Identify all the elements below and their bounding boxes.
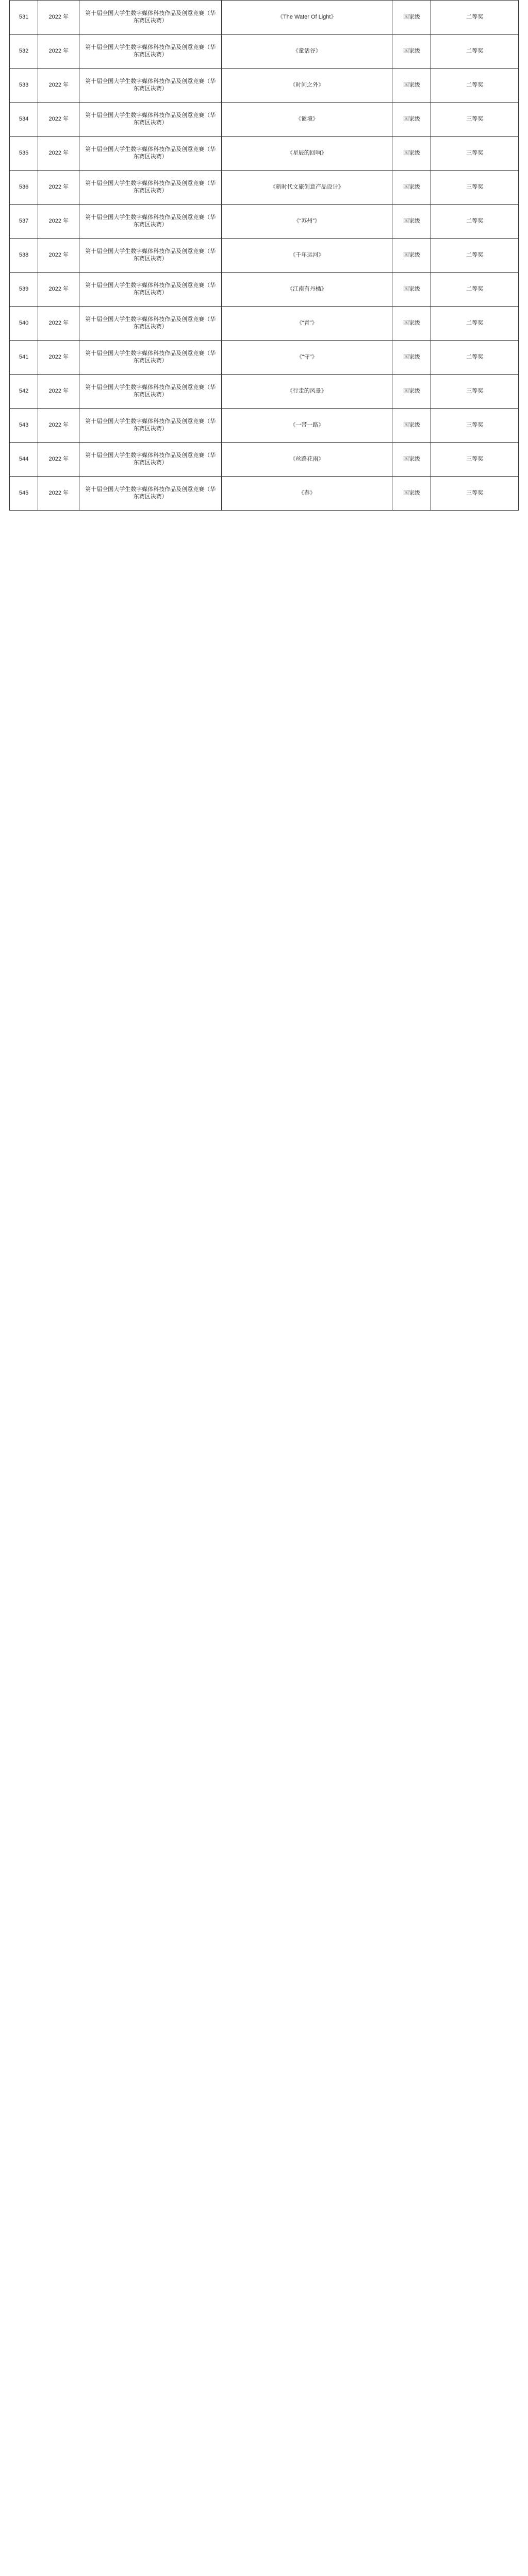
cell-level: 国家级 — [392, 239, 431, 273]
cell-level: 国家级 — [392, 375, 431, 409]
table-row — [10, 341, 519, 375]
cell-work: 《行走的风景》 — [222, 375, 392, 409]
cell-index: 535 — [10, 137, 38, 171]
cell-competition: 第十届全国大学生数字媒体科技作品及创意竞赛（华东赛区决赛） — [79, 1, 222, 35]
table-row — [10, 35, 519, 69]
cell-level: 国家级 — [392, 273, 431, 307]
cell-year: 2022 年 — [38, 103, 79, 137]
cell-award: 二等奖 — [431, 35, 519, 69]
cell-award: 三等奖 — [431, 171, 519, 205]
cell-work: 《时间之外》 — [222, 69, 392, 103]
table-row — [10, 171, 519, 205]
cell-competition: 第十届全国大学生数字媒体科技作品及创意竞赛（华东赛区决赛） — [79, 35, 222, 69]
cell-work: 《“青”》 — [222, 307, 392, 341]
cell-competition: 第十届全国大学生数字媒体科技作品及创意竞赛（华东赛区决赛） — [79, 307, 222, 341]
cell-award: 三等奖 — [431, 443, 519, 477]
cell-level: 国家级 — [392, 171, 431, 205]
cell-year: 2022 年 — [38, 137, 79, 171]
cell-index: 542 — [10, 375, 38, 409]
cell-index: 539 — [10, 273, 38, 307]
cell-level: 国家级 — [392, 205, 431, 239]
cell-competition: 第十届全国大学生数字媒体科技作品及创意竞赛（华东赛区决赛） — [79, 205, 222, 239]
cell-level: 国家级 — [392, 409, 431, 443]
cell-year: 2022 年 — [38, 341, 79, 375]
awards-table — [9, 0, 519, 511]
cell-work: 《春》 — [222, 477, 392, 511]
cell-competition: 第十届全国大学生数字媒体科技作品及创意竞赛（华东赛区决赛） — [79, 69, 222, 103]
cell-index: 537 — [10, 205, 38, 239]
cell-year: 2022 年 — [38, 239, 79, 273]
cell-work: 《千年运河》 — [222, 239, 392, 273]
cell-award: 二等奖 — [431, 341, 519, 375]
cell-index: 540 — [10, 307, 38, 341]
cell-award: 三等奖 — [431, 103, 519, 137]
cell-year: 2022 年 — [38, 35, 79, 69]
cell-year: 2022 年 — [38, 69, 79, 103]
cell-level: 国家级 — [392, 137, 431, 171]
cell-competition: 第十届全国大学生数字媒体科技作品及创意竞赛（华东赛区决赛） — [79, 477, 222, 511]
cell-award: 三等奖 — [431, 477, 519, 511]
cell-work: 《新时代文旅创意产品设计》 — [222, 171, 392, 205]
awards-table-body — [10, 1, 519, 511]
cell-work: 《江南有丹橘》 — [222, 273, 392, 307]
cell-award: 二等奖 — [431, 205, 519, 239]
cell-competition: 第十届全国大学生数字媒体科技作品及创意竞赛（华东赛区决赛） — [79, 375, 222, 409]
cell-work: 《童话谷》 — [222, 35, 392, 69]
cell-level: 国家级 — [392, 477, 431, 511]
cell-competition: 第十届全国大学生数字媒体科技作品及创意竞赛（华东赛区决赛） — [79, 171, 222, 205]
cell-year: 2022 年 — [38, 409, 79, 443]
cell-index: 531 — [10, 1, 38, 35]
cell-year: 2022 年 — [38, 375, 79, 409]
table-row — [10, 375, 519, 409]
table-row — [10, 103, 519, 137]
cell-work: 《丝路花雨》 — [222, 443, 392, 477]
cell-award: 二等奖 — [431, 239, 519, 273]
table-row — [10, 477, 519, 511]
table-row — [10, 69, 519, 103]
cell-work: 《“苏州”》 — [222, 205, 392, 239]
cell-year: 2022 年 — [38, 1, 79, 35]
cell-index: 533 — [10, 69, 38, 103]
cell-award: 三等奖 — [431, 409, 519, 443]
cell-index: 536 — [10, 171, 38, 205]
cell-level: 国家级 — [392, 103, 431, 137]
cell-year: 2022 年 — [38, 443, 79, 477]
cell-work: 《The Water Of Light》 — [222, 1, 392, 35]
cell-competition: 第十届全国大学生数字媒体科技作品及创意竞赛（华东赛区决赛） — [79, 273, 222, 307]
cell-competition: 第十届全国大学生数字媒体科技作品及创意竞赛（华东赛区决赛） — [79, 341, 222, 375]
cell-competition: 第十届全国大学生数字媒体科技作品及创意竞赛（华东赛区决赛） — [79, 103, 222, 137]
table-row — [10, 307, 519, 341]
cell-award: 二等奖 — [431, 307, 519, 341]
cell-year: 2022 年 — [38, 171, 79, 205]
cell-level: 国家级 — [392, 35, 431, 69]
cell-index: 545 — [10, 477, 38, 511]
cell-award: 三等奖 — [431, 375, 519, 409]
cell-level: 国家级 — [392, 69, 431, 103]
cell-competition: 第十届全国大学生数字媒体科技作品及创意竞赛（华东赛区决赛） — [79, 443, 222, 477]
table-row — [10, 273, 519, 307]
cell-competition: 第十届全国大学生数字媒体科技作品及创意竞赛（华东赛区决赛） — [79, 239, 222, 273]
cell-competition: 第十届全国大学生数字媒体科技作品及创意竞赛（华东赛区决赛） — [79, 409, 222, 443]
cell-award: 二等奖 — [431, 69, 519, 103]
table-row — [10, 1, 519, 35]
cell-index: 543 — [10, 409, 38, 443]
cell-year: 2022 年 — [38, 477, 79, 511]
cell-work: 《一带一路》 — [222, 409, 392, 443]
cell-year: 2022 年 — [38, 205, 79, 239]
cell-award: 二等奖 — [431, 1, 519, 35]
cell-index: 532 — [10, 35, 38, 69]
table-row — [10, 443, 519, 477]
cell-award: 三等奖 — [431, 137, 519, 171]
table-row — [10, 205, 519, 239]
cell-competition: 第十届全国大学生数字媒体科技作品及创意竞赛（华东赛区决赛） — [79, 137, 222, 171]
cell-work: 《“守”》 — [222, 341, 392, 375]
cell-level: 国家级 — [392, 307, 431, 341]
cell-level: 国家级 — [392, 1, 431, 35]
cell-index: 538 — [10, 239, 38, 273]
table-row — [10, 137, 519, 171]
cell-level: 国家级 — [392, 341, 431, 375]
cell-award: 二等奖 — [431, 273, 519, 307]
cell-index: 541 — [10, 341, 38, 375]
cell-year: 2022 年 — [38, 307, 79, 341]
cell-work: 《星辰的回响》 — [222, 137, 392, 171]
table-row — [10, 409, 519, 443]
cell-year: 2022 年 — [38, 273, 79, 307]
cell-index: 534 — [10, 103, 38, 137]
cell-index: 544 — [10, 443, 38, 477]
cell-level: 国家级 — [392, 443, 431, 477]
cell-work: 《谜境》 — [222, 103, 392, 137]
table-row — [10, 239, 519, 273]
